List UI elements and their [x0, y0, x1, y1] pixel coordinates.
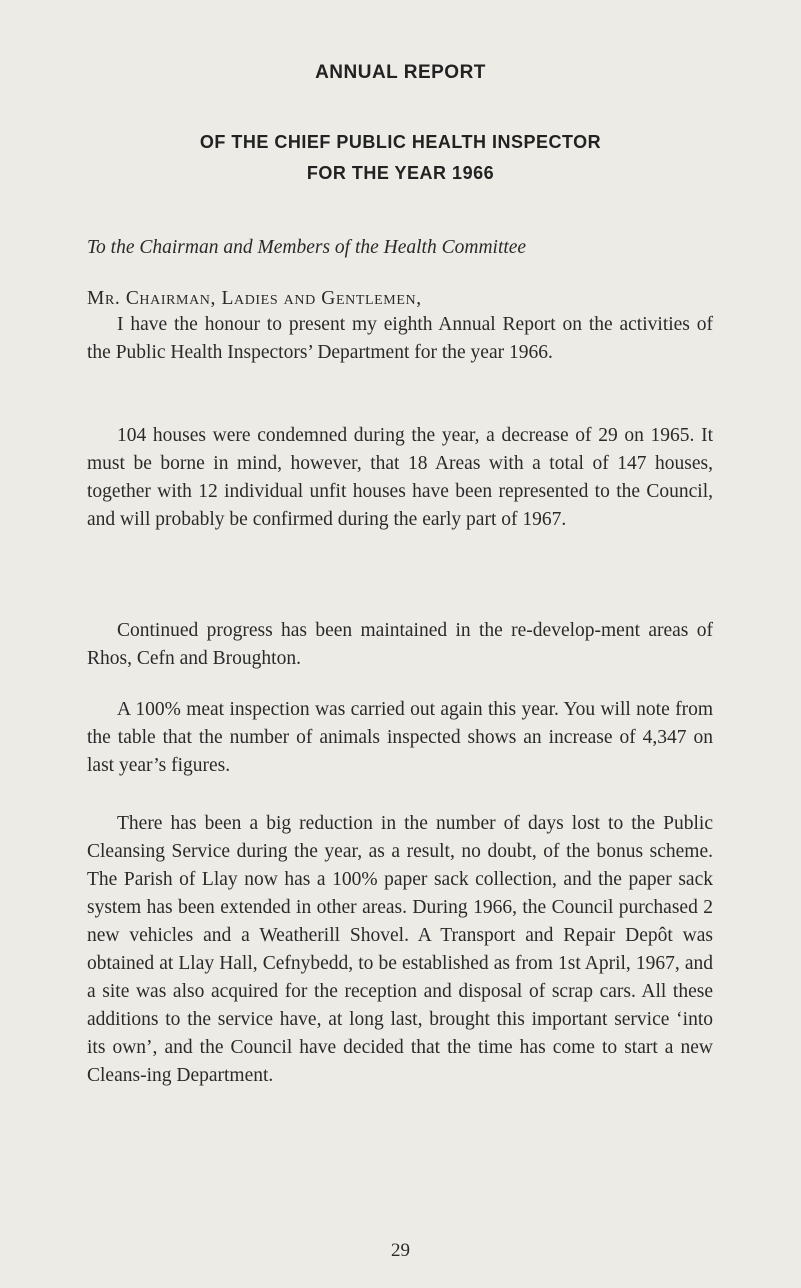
paragraph-condemned-houses: 104 houses were condemned during the year, a decrease of 29 on 1965. It must be borne in mind, however, that 18 Areas with a total of 147 houses, together with 12 individual unfit houses have been represented to the Council, and will probably be confirmed during the early part of 1967. — [87, 425, 713, 530]
page-number: 29 — [391, 1240, 410, 1261]
salutation: Mr. Chairman, Ladies and Gentlemen, — [87, 288, 422, 309]
report-title: ANNUAL REPORT — [315, 62, 486, 83]
paragraph-cleansing-service: There has been a big reduction in the number of days lost to the Public Cleansing Service during the year, as a result, no doubt, of the bonus scheme. The Parish of Llay now has a 100% paper sack collection, and the paper sack system has been extended in other areas. During 1966, the Council purchased 2 new vehicles and a Weatherill Shovel. A Transport and Repair Depôt was obtained at Llay Hall, Cefnybedd, to be established as from 1st April, 1967, and a site was also acquired for the reception and disposal of scrap cars. All these additions to the service have, at long last, brought this important service ‘into its own’, and the Council have decided that the time has come to start a new Cleans-ing Department. — [87, 813, 713, 1086]
report-subtitle-line-2: FOR THE YEAR 1966 — [306, 163, 495, 183]
paragraph-redevelopment: Continued progress has been maintained in the re-develop-ment areas of Rhos, Cefn and Broughton. — [87, 620, 713, 669]
paragraph-meat-inspection: A 100% meat inspection was carried out again this year. You will note from the table that the number of animals inspected shows an increase of 4,347 on last year’s figures. — [87, 699, 713, 776]
report-subtitle-line-1: OF THE CHIEF PUBLIC HEALTH INSPECTOR — [199, 132, 602, 152]
addressee-line: To the Chairman and Members of the Health Committee — [87, 237, 527, 258]
paragraph-introduction: I have the honour to present my eighth Annual Report on the activities of the Public Health Inspectors’ Department for the year 1966. — [87, 314, 713, 363]
